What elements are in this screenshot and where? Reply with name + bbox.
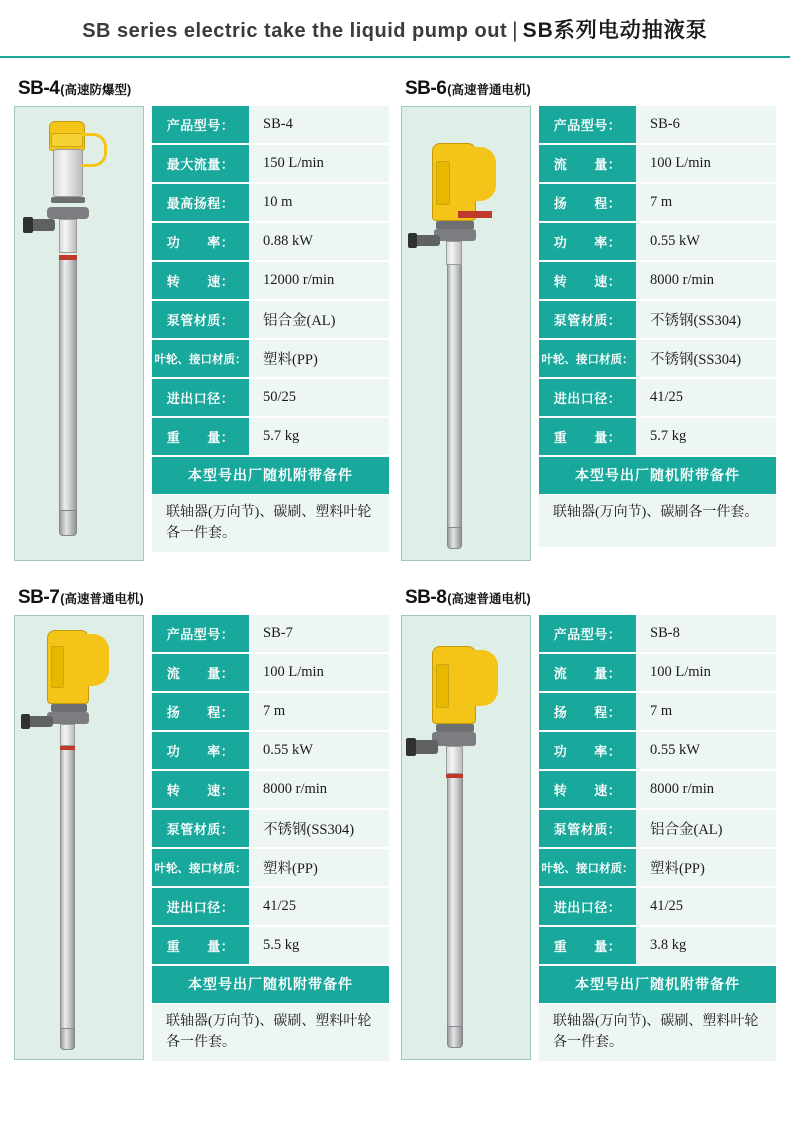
spec-key: 转 速：: [539, 771, 636, 809]
spec-row: [539, 771, 776, 810]
product-card-sb-4: [14, 70, 389, 561]
sb-4-pump-photo: [14, 106, 144, 561]
model-name: SB-6: [405, 78, 447, 99]
spec-value: 不锈钢(SS304): [636, 301, 776, 339]
spec-table-sb-4: [152, 106, 389, 552]
spec-row: [539, 223, 776, 262]
spec-key: 转 速：: [539, 262, 636, 300]
spec-value: 41/25: [249, 888, 389, 926]
spec-value: 0.88 kW: [249, 223, 389, 261]
spec-value: 不锈钢(SS304): [636, 340, 776, 378]
spec-key: 功 率：: [152, 732, 249, 770]
spec-row: [152, 223, 389, 262]
model-name: SB-8: [405, 587, 447, 608]
spec-row: [539, 927, 776, 966]
spec-row: [539, 379, 776, 418]
header-separator: |: [512, 19, 518, 42]
spec-row: [539, 693, 776, 732]
spec-key: 重 量：: [152, 418, 249, 456]
header-title-group: [0, 14, 790, 44]
spec-key: 进出口径：: [539, 888, 636, 926]
spec-value: 不锈钢(SS304): [249, 810, 389, 848]
model-name: SB-4: [18, 78, 60, 99]
spec-value: 塑料(PP): [249, 849, 389, 887]
model-name: SB-7: [18, 587, 60, 608]
spec-key: 叶轮、接口材质：: [152, 340, 249, 378]
spec-value: 8000 r/min: [636, 771, 776, 809]
spec-value: 150 L/min: [249, 145, 389, 183]
spec-key: 叶轮、接口材质：: [152, 849, 249, 887]
spec-row: [152, 418, 389, 457]
spec-row: [539, 184, 776, 223]
spec-key: 重 量：: [539, 418, 636, 456]
spec-key: 功 率：: [539, 223, 636, 261]
product-row-1: [14, 70, 776, 561]
spec-row: [539, 615, 776, 654]
spec-key: 转 速：: [152, 262, 249, 300]
spec-value: 5.7 kg: [249, 418, 389, 456]
spec-key: 产品型号：: [152, 615, 249, 653]
spec-value: SB-8: [636, 615, 776, 653]
spec-value: 7 m: [249, 693, 389, 731]
spec-row: [539, 732, 776, 771]
spec-value: 0.55 kW: [636, 223, 776, 261]
spec-row: [152, 849, 389, 888]
spec-value: SB-4: [249, 106, 389, 144]
spec-value: 100 L/min: [249, 654, 389, 692]
spec-row: [152, 145, 389, 184]
spec-value: 7 m: [636, 693, 776, 731]
spec-row: [152, 927, 389, 966]
spec-row: [539, 849, 776, 888]
spare-parts-header: 本型号出厂随机附带备件: [539, 457, 776, 495]
spare-parts-header: 本型号出厂随机附带备件: [152, 966, 389, 1004]
spec-key: 功 率：: [152, 223, 249, 261]
spec-row: [152, 693, 389, 732]
spec-value: 8000 r/min: [636, 262, 776, 300]
spare-parts-body: 联轴器(万向节)、碳刷、塑料叶轮各一件套。: [152, 1004, 389, 1061]
spec-value: 塑料(PP): [249, 340, 389, 378]
spec-value: 100 L/min: [636, 654, 776, 692]
model-subtitle: (高速普通电机): [447, 83, 531, 97]
spare-parts-header: 本型号出厂随机附带备件: [539, 966, 776, 1004]
spec-key: 泵管材质：: [539, 301, 636, 339]
spec-row: [539, 340, 776, 379]
spec-row: [152, 771, 389, 810]
spec-value: 3.8 kg: [636, 927, 776, 965]
spec-table-sb-6: [539, 106, 776, 547]
product-body: [14, 106, 389, 561]
spec-value: 12000 r/min: [249, 262, 389, 300]
spec-value: 10 m: [249, 184, 389, 222]
spec-row: [152, 379, 389, 418]
sb-6-pump-photo: [401, 106, 531, 561]
spec-table-sb-7: [152, 615, 389, 1061]
sb-8-pump-photo: [401, 615, 531, 1060]
spare-parts-header: 本型号出厂随机附带备件: [152, 457, 389, 495]
spec-key: 产品型号：: [152, 106, 249, 144]
spec-key: 转 速：: [152, 771, 249, 809]
spec-value: 7 m: [636, 184, 776, 222]
model-subtitle: (高速普通电机): [447, 592, 531, 606]
spec-value: 100 L/min: [636, 145, 776, 183]
spec-key: 流 量：: [539, 145, 636, 183]
spec-key: 重 量：: [539, 927, 636, 965]
spec-value: 铝合金(AL): [249, 301, 389, 339]
product-grid: [0, 58, 790, 1061]
spec-row: [152, 340, 389, 379]
product-card-sb-7: [14, 579, 389, 1061]
spec-row: [152, 184, 389, 223]
spare-parts-body: 联轴器(万向节)、碳刷各一件套。: [539, 495, 776, 547]
spec-value: 50/25: [249, 379, 389, 417]
spec-key: 产品型号：: [539, 106, 636, 144]
spec-row: [152, 654, 389, 693]
spec-row: [152, 106, 389, 145]
spec-value: 塑料(PP): [636, 849, 776, 887]
spec-value: 8000 r/min: [249, 771, 389, 809]
spec-row: [152, 301, 389, 340]
spec-row: [539, 106, 776, 145]
header-title-cn: SB系列电动抽液泵: [522, 19, 708, 42]
spec-row: [152, 810, 389, 849]
spec-value: 5.5 kg: [249, 927, 389, 965]
product-body: [14, 615, 389, 1061]
spare-parts-body: 联轴器(万向节)、碳刷、塑料叶轮各一件套。: [539, 1004, 776, 1061]
page-header: [0, 0, 790, 58]
spec-row: [539, 654, 776, 693]
spec-value: 41/25: [636, 379, 776, 417]
spec-table-sb-8: [539, 615, 776, 1061]
spec-key: 进出口径：: [539, 379, 636, 417]
model-title-sb-7: [18, 587, 389, 609]
spec-row: [152, 615, 389, 654]
spec-value: SB-6: [636, 106, 776, 144]
product-body: [401, 106, 776, 561]
spec-key: 产品型号：: [539, 615, 636, 653]
spec-value: 0.55 kW: [636, 732, 776, 770]
spec-row: [539, 301, 776, 340]
spec-value: SB-7: [249, 615, 389, 653]
model-title-sb-6: [405, 78, 776, 100]
spec-row: [539, 262, 776, 301]
spec-row: [539, 810, 776, 849]
spec-value: 41/25: [636, 888, 776, 926]
spec-key: 功 率：: [539, 732, 636, 770]
model-title-sb-8: [405, 587, 776, 609]
spec-key: 扬 程：: [539, 693, 636, 731]
spec-row: [539, 888, 776, 927]
spec-value: 铝合金(AL): [636, 810, 776, 848]
spec-key: 重 量：: [152, 927, 249, 965]
spec-row: [539, 418, 776, 457]
spare-parts-body: 联轴器(万向节)、碳刷、塑料叶轮各一件套。: [152, 495, 389, 552]
spec-row: [152, 888, 389, 927]
spec-key: 流 量：: [539, 654, 636, 692]
spec-key: 扬 程：: [539, 184, 636, 222]
model-subtitle: (高速普通电机): [60, 592, 144, 606]
spec-key: 最大流量：: [152, 145, 249, 183]
spec-row: [539, 145, 776, 184]
spec-key: 泵管材质：: [539, 810, 636, 848]
model-title-sb-4: [18, 78, 389, 100]
spec-key: 流 量：: [152, 654, 249, 692]
spec-row: [152, 262, 389, 301]
spec-value: 0.55 kW: [249, 732, 389, 770]
spec-key: 最高扬程：: [152, 184, 249, 222]
spec-key: 进出口径：: [152, 379, 249, 417]
spec-key: 叶轮、接口材质：: [539, 849, 636, 887]
spec-key: 泵管材质：: [152, 301, 249, 339]
spec-key: 叶轮、接口材质：: [539, 340, 636, 378]
product-row-2: [14, 579, 776, 1061]
spec-value: 5.7 kg: [636, 418, 776, 456]
spec-row: [152, 732, 389, 771]
spec-key: 扬 程：: [152, 693, 249, 731]
product-body: [401, 615, 776, 1061]
model-subtitle: (高速防爆型): [60, 83, 132, 97]
spec-key: 泵管材质：: [152, 810, 249, 848]
product-card-sb-8: [401, 579, 776, 1061]
header-title-en: SB series electric take the liquid pump out: [82, 20, 508, 42]
spec-key: 进出口径：: [152, 888, 249, 926]
sb-7-pump-photo: [14, 615, 144, 1060]
product-card-sb-6: [401, 70, 776, 561]
